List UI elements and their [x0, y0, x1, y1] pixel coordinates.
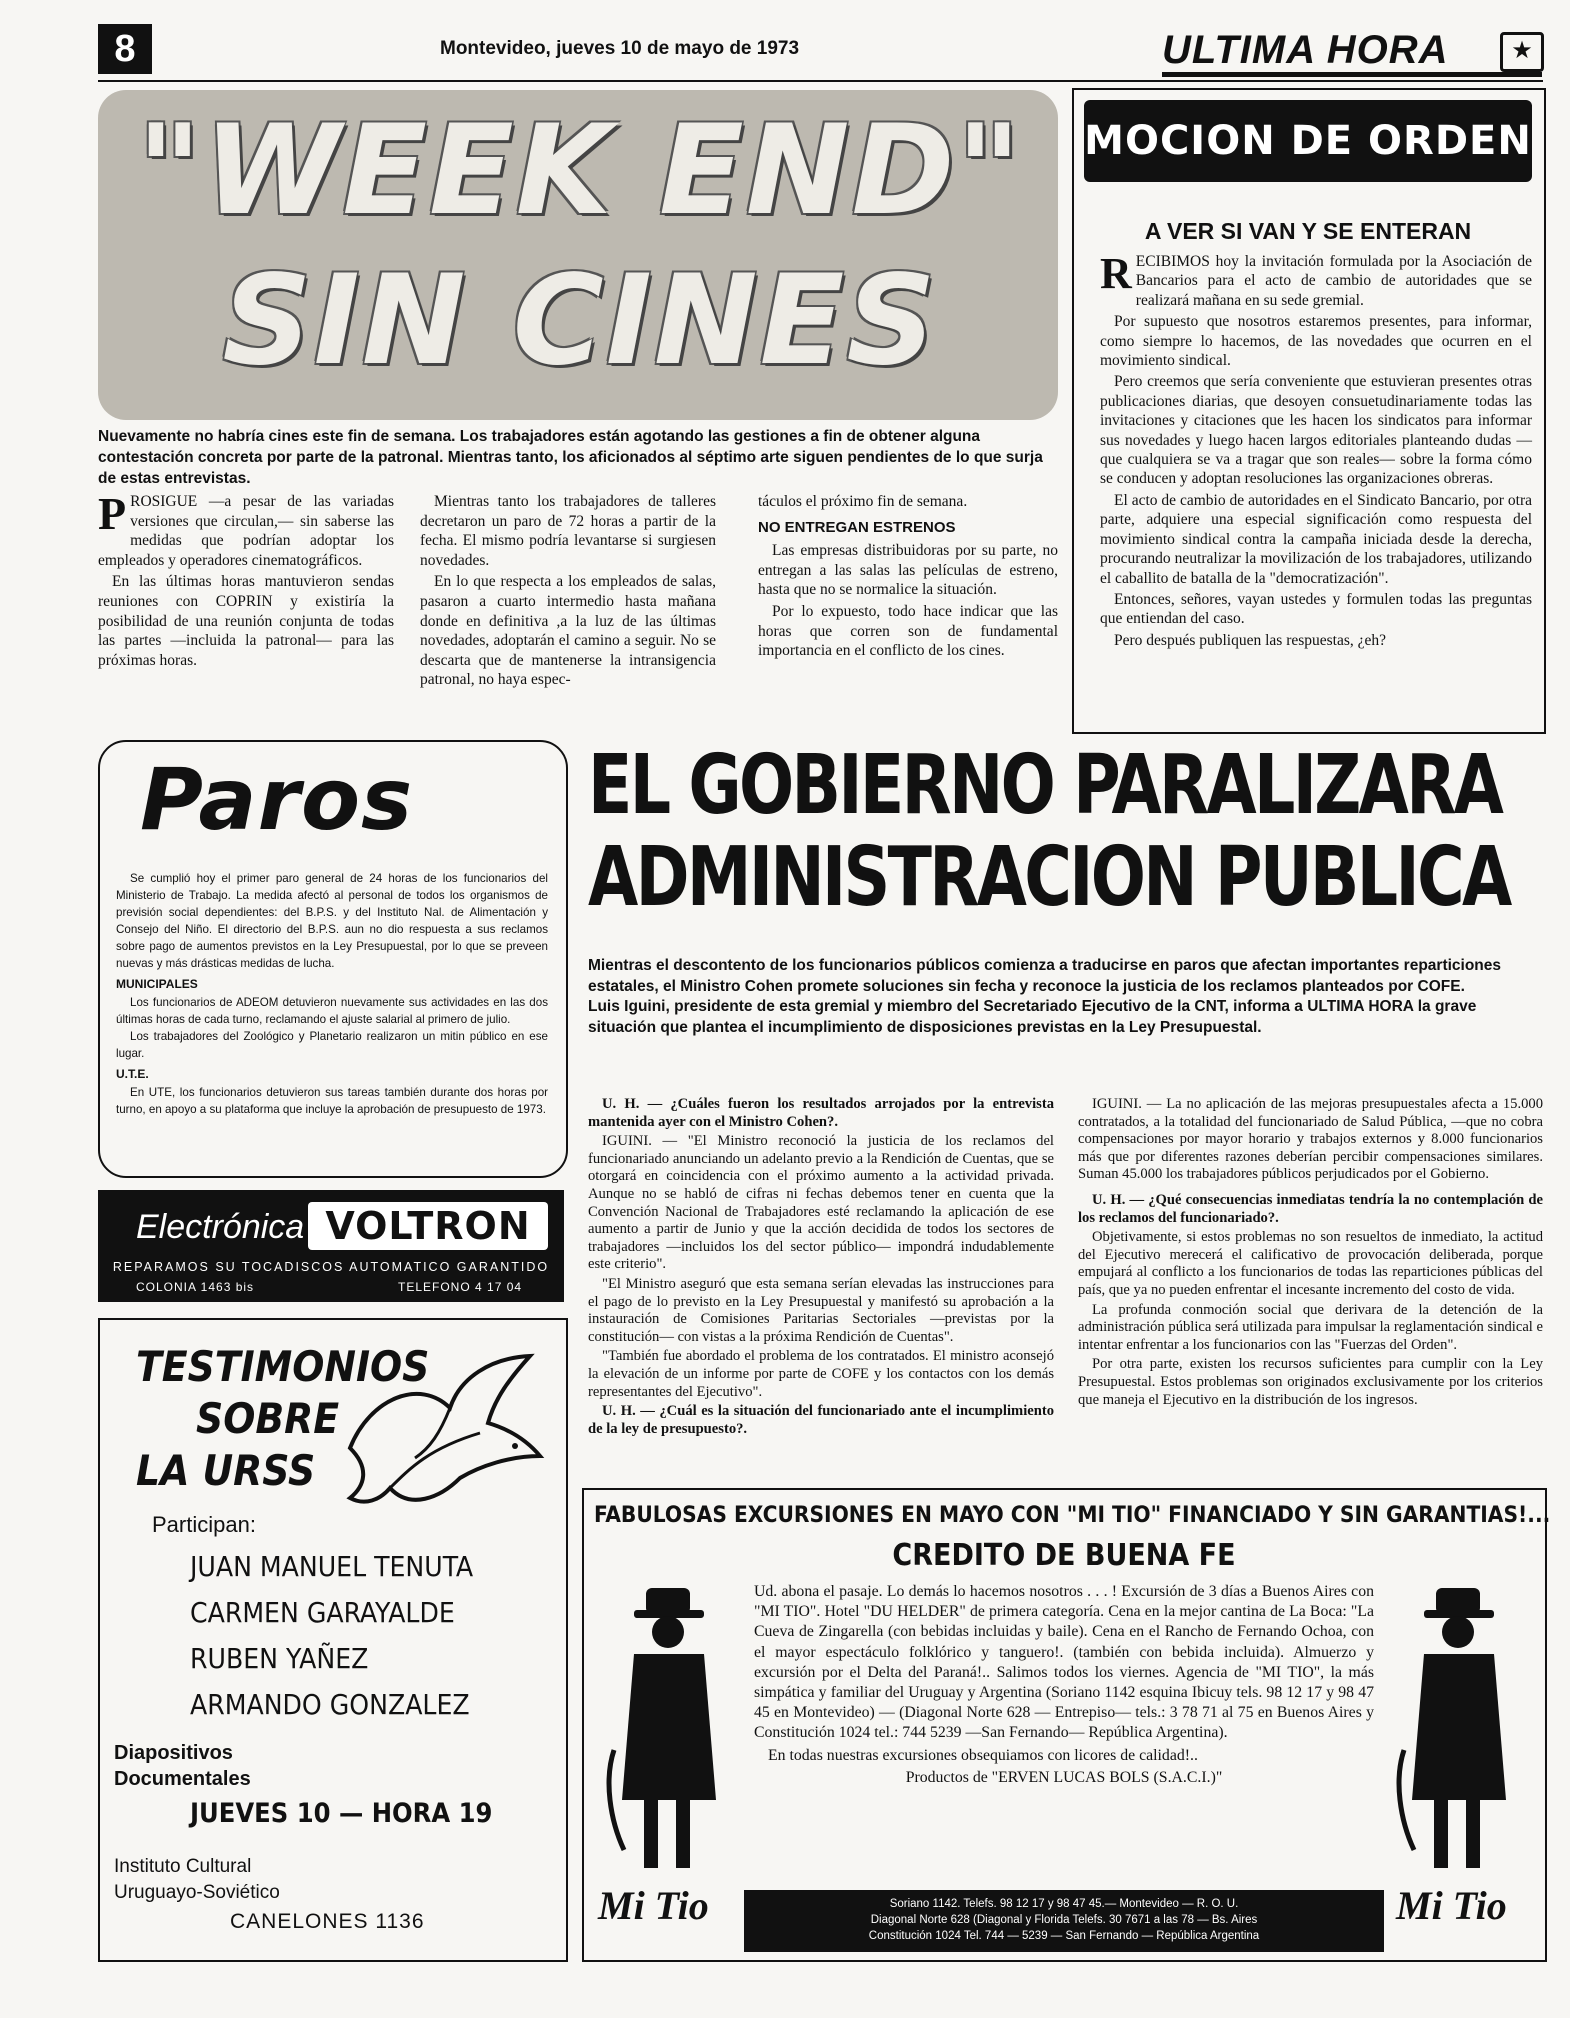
paragraph: Pero después publiquen las respuestas, ¿eh?	[1114, 631, 1387, 649]
footer-line: Diagonal Norte 628 (Diagonal y Florida Telefs. 30 7671 a las 78 — Bs. Aires	[870, 1914, 1258, 1926]
paragraph: En UTE, los funcionarios detuvieron sus tareas también durante dos horas por turno, en apoyo a su plataforma que incluye la aprobación de presupuesto de 1973.	[116, 1086, 548, 1116]
main-lede-2: Luis Iguini, presidente de esta gremial y miembro del Secretariado Ejecutivo de la CNT, informa a ULTIMA HORA la grave situación que plantea el incumplimiento de disposiciones previstas en la Ley Presupuestal.	[588, 998, 1477, 1036]
paragraph: Por otra parte, existen los recursos suficientes para cumplir con la Ley Presupuestal. Estos problemas son originados exclusivamente por los criterios que maneja el Ejecutivo en la distribución de los ingresos.	[1078, 1356, 1543, 1408]
mi-tio-logo-right: Mi Tio	[1396, 1883, 1507, 1928]
paragraph: Entonces, señores, vayan ustedes y formulen todas las preguntas que entiendan del caso.	[1100, 590, 1532, 628]
week-end-column-1	[98, 488, 394, 672]
paragraph: En todas nuestras excursiones obsequiamos con licores de calidad!..	[768, 1746, 1198, 1764]
paragraph: Los funcionarios de ADEOM detuvieron nuevamente sus actividades en las dos últimas horas de cada turno, reclamando el ajuste salarial al primero de julio.	[116, 996, 548, 1026]
media-line: Diapositivos	[114, 1742, 233, 1764]
media-line: Documentales	[114, 1768, 251, 1790]
subhead: U.T.E.	[116, 1067, 149, 1081]
participan-label: Participan:	[152, 1512, 256, 1537]
subhead: NO ENTREGAN ESTRENOS	[758, 518, 956, 536]
mocion-headline: A VER SI VAN Y SE ENTERAN	[1144, 218, 1472, 244]
voltron-ad	[98, 1190, 564, 1302]
week-end-headline-line2: SIN CINES	[222, 249, 938, 393]
institute-line: Uruguayo-Soviético	[114, 1882, 280, 1903]
masthead-logo: ULTIMA HORA	[1162, 28, 1542, 77]
paros-body	[116, 870, 548, 1118]
paragraph: Se cumplió hoy el primer paro general de 24 horas de los funcionarios del Ministerio de Trabajo. La medida afectó al personal de todos los organismos de previsión social dependientes: del B.P.S. y del Instituto Nal. de Alimentación y Consejo del Niño. El directorio del B.P.S. aun no dio respuesta a sus reclamos sobre pago de aumentos previstos en la Ley Presupuestal, por lo que se preveen nuevas y más drásticas medidas de lucha.	[116, 872, 548, 970]
participant-name: RUBEN YAÑEZ	[190, 1642, 369, 1675]
institute-address: CANELONES 1136	[230, 1910, 425, 1933]
week-end-column-2	[420, 492, 716, 692]
mocion-banner: MOCION DE ORDEN	[1084, 100, 1532, 182]
event-time: JUEVES 10 — HORA 19	[190, 1798, 493, 1829]
paros-title: Paros	[140, 750, 414, 850]
participant-name: ARMANDO GONZALEZ	[190, 1688, 470, 1721]
week-end-column-3	[758, 492, 1058, 663]
participants-list	[190, 1544, 473, 1728]
voltron-phone: TELEFONO 4 17 04	[398, 1280, 523, 1294]
gentleman-figure-icon	[1394, 1580, 1524, 1880]
institute-name	[114, 1854, 280, 1906]
main-column-2	[1078, 1096, 1543, 1411]
paragraph: Productos de "ERVEN LUCAS BOLS (S.A.C.I.)"	[905, 1768, 1223, 1786]
main-lede-1: Mientras el descontento de los funcionarios públicos comienza a traducirse en paros que afectan importantes reparticiones estatales, el Ministro Cohen promete soluciones sin fecha y reconoce la justicia de los reclamos planteados por COFE.	[588, 957, 1502, 995]
paragraph: ROSIGUE —a pesar de las variadas versiones que circulan,— sin saberse las medidas que podrían adoptar los empleados y operadores cinematográficos.	[98, 493, 394, 569]
paragraph: En lo que respecta a los empleados de salas, pasaron a cuarto intermedio hasta mañana donde en definitiva ,a la luz de las últimas novedades, adoptarán el camino a seguir. No se descarta que de mantenerse la intransigencia patronal, no haya espec-	[420, 573, 716, 689]
paragraph: "El Ministro aseguró que esta semana serían elevadas las instrucciones para el pago de lo previsto en la Ley Presupuestal y manifestó su aprobación a la instauración de Comisiones Paritarias Sectoriales —previstas por la constitución— con vistas a la próxima Rendición de Cuentas".	[588, 1275, 1054, 1345]
paragraph: El acto de cambio de autoridades en el Sindicato Bancario, por otra parte, adquiere una especial significación como respuesta del movimiento sindical contra la campaña iniciada desde la derecha, procurando neutralizar la movilización de los trabajadores, utilizando el caballito de batalla de la "democratización".	[1100, 491, 1532, 587]
paragraph: Por supuesto que nosotros estaremos presentes, para informar, como siempre lo hacemos, de las novedades que ocurren en el movimiento sindical.	[1100, 313, 1532, 370]
paragraph: En las últimas horas mantuvieron sendas reuniones con COPRIN y existiría la posibilidad de una reunión conjunta de todas las partes —incluida la patronal— para las próximas horas.	[98, 573, 394, 669]
main-headline-line2: ADMINISTRACION PUBLICA	[588, 830, 1510, 925]
mi-tio-subtitle: CREDITO DE BUENA FE	[892, 1538, 1236, 1573]
paragraph: Los trabajadores del Zoológico y Planetario realizaron un mitin público en ese lugar.	[116, 1030, 548, 1060]
voltron-prefix: Electrónica	[136, 1208, 305, 1246]
page-number: 8	[98, 24, 152, 74]
mocion-body	[1100, 249, 1532, 652]
dateline: Montevideo, jueves 10 de mayo de 1973	[440, 38, 800, 59]
paragraph: Objetivamente, si estos problemas no son resueltos de inmediato, la actitud del Ejecutivo merecerá el calificativo de provocación deliberada, porque empujará al conflicto a los funcionarios de todas las reparticiones públicas del país, que ya no pueden enfrentar el incesante incremento del costo de vida.	[1078, 1229, 1543, 1298]
participant-name: CARMEN GARAYALDE	[190, 1596, 455, 1629]
drop-cap: P	[98, 488, 127, 539]
paragraph: Ud. abona el pasaje. Lo demás lo hacemos nosotros . . . ! Excursión de 3 días a Buenos Aires con "MI TIO". Hotel "DU HELDER" de primera categoría. Cena en la mejor cantina de La Boca: "La Cueva de Zingarella (con bebidas incluidas y baile). Cena en el Rancho de Fernando Ochoa, con el mayor espectáculo folklórico y tanguero!. (también con bebida incluida). Almuerzo y excursión por el Delta del Paraná!.. Salimos todos los viernes. Agencia de "MI TIO", la más simpática y familiar del Uruguay y Argentina (Soriano 1142 esquina Ibicuy tels. 98 12 17 y 98 47 45 en Montevideo) — (Diagonal Norte 628 — Entrepiso— tels.: 3 78 71 al 75 en Buenos Aires y Constitución 1024 tel.: 744 5239 —San Fernando— República Argentina).	[754, 1583, 1374, 1742]
header-rule	[98, 80, 1543, 82]
testimonios-title-line3: LA URSS	[136, 1446, 316, 1495]
interview-question: U. H. — ¿Qué consecuencias inmediatas tendría la no contemplación de los reclamos del funcionariado?.	[1078, 1191, 1543, 1226]
paragraph: La profunda conmoción social que derivara de la detención de la administración pública será utilizada para impulsar la reglamentación sindical e intentar enfrentar a los funcionarios con las "Fuerzas del Orden".	[1078, 1301, 1543, 1353]
main-headline	[588, 738, 1510, 925]
testimonios-ad	[98, 1318, 568, 1962]
dove-icon	[330, 1338, 550, 1518]
footer-line: Constitución 1024 Tel. 744 — 5239 — San Fernando — República Argentina	[868, 1930, 1260, 1942]
week-end-lede: Nuevamente no habría cines este fin de semana. Los trabajadores están agotando las gestiones a fin de obtener alguna contestación concreta por parte de la patronal. Mientras tanto, los aficionados al séptimo arte siguen pendientes de lo que surja de estas entrevistas.	[98, 428, 1043, 487]
paragraph: táculos el próximo fin de semana.	[758, 493, 968, 510]
testimonios-title-line2: SOBRE	[196, 1394, 340, 1443]
main-headline-line1: EL GOBIERNO PARALIZARA	[588, 738, 1502, 833]
voltron-logo: VOLTRON	[308, 1202, 548, 1250]
voltron-address: COLONIA 1463 bis	[136, 1280, 255, 1294]
paragraph: Las empresas distribuidoras por su parte, no entregan a las salas las películas de estreno, hasta que no se normalice la situación.	[758, 542, 1058, 599]
paragraph: "También fue abordado el problema de los contratados. El ministro aconsejó la elevación de un informe por parte de COFE y los contactos con los demás representantes del Ejecutivo".	[588, 1348, 1054, 1400]
interview-question: U. H. — ¿Cuáles fueron los resultados arrojados por la entrevista mantenida ayer con el Ministro Cohen?.	[588, 1096, 1054, 1130]
media-label	[114, 1740, 251, 1792]
participant-name: JUAN MANUEL TENUTA	[190, 1550, 474, 1583]
paragraph: Por lo expuesto, todo hace indicar que las horas que corren son de fundamental importancia en el conflicto de los cines.	[758, 602, 1058, 660]
interview-question: U. H. — ¿Cuál es la situación del funcionariado ante el incumplimiento de la ley de presupuesto?.	[588, 1403, 1054, 1437]
week-end-headline-line1: "WEEK END"	[136, 99, 1024, 243]
subhead: MUNICIPALES	[116, 977, 198, 991]
paragraph: Mientras tanto los trabajadores de talleres decretaron un paro de 72 horas a partir de la fecha. El mismo podría levantarse si surgiesen novedades.	[420, 493, 716, 569]
footer-line: Soriano 1142. Telefs. 98 12 17 y 98 47 45.— Montevideo — R. O. U.	[889, 1898, 1239, 1910]
mi-tio-logo-left: Mi Tio	[598, 1883, 709, 1928]
main-column-1	[588, 1096, 1054, 1440]
mi-tio-footer	[744, 1890, 1384, 1952]
main-lede	[588, 956, 1543, 1038]
paragraph: Pero creemos que sería conveniente que estuvieran presentes otras publicaciones diarias, que desoyen consuetudinariamente todas las invitaciones y citaciones que les hacen los sindicatos para informar sus novedades y luego hacen largos editoriales planteando dudas —que cualquiera se va a tragar que son reales— sobre la forma cómo se conducen y adoptan resoluciones las organizaciones obreras.	[1100, 373, 1532, 488]
mi-tio-ad	[582, 1488, 1551, 1962]
paragraph: IGUINI. — La no aplicación de las mejoras presupuestales afecta a 15.000 contratados, a la totalidad del funcionariado de Salud Pública, —que no cobra compensaciones por mayor horario y trabajos externos y 8.000 funcionarios más que por diferentes razones deberían percibir compensaciones similares. Suman 45.000 los trabajadores públicos perjudicados por el Gobierno.	[1078, 1096, 1543, 1183]
institute-line: Instituto Cultural	[114, 1856, 252, 1877]
week-end-headline	[120, 96, 1040, 416]
paragraph: ECIBIMOS hoy la invitación formulada por la Asociación de Bancarios para el acto de cambio de autoridades que se realizará mañana en su sede gremial.	[1135, 253, 1532, 309]
gentleman-figure-icon	[604, 1580, 734, 1880]
testimonios-title-line1: TESTIMONIOS	[136, 1342, 430, 1391]
paragraph: IGUINI. — "El Ministro reconoció la justicia de los reclamos del funcionariado anunciando un adelanto previo a la Rendición de Cuentas, que se otorgará en coincidencia con el próximo aumento a la actividad privada. Aunque no se habló de cifras ni fechas debemos tener en cuenta que la Convención Nacional de Trabajadores esté reclamando la aplicación de ese aumento a partir de Junio y que la acción decidida de todos los sectores de trabajadores —incluidos los del sector público— impondrá indudablemente este criterio".	[588, 1133, 1054, 1273]
mi-tio-body	[754, 1582, 1374, 1790]
mi-tio-title: FABULOSAS EXCURSIONES EN MAYO CON "MI TIO" FINANCIADO Y SIN GARANTIAS!...	[594, 1502, 1551, 1528]
masthead-star-icon: ★	[1500, 32, 1544, 72]
voltron-tagline: REPARAMOS SU TOCADISCOS AUTOMATICO GARANTIDO	[112, 1260, 550, 1274]
drop-cap: R	[1100, 249, 1132, 298]
